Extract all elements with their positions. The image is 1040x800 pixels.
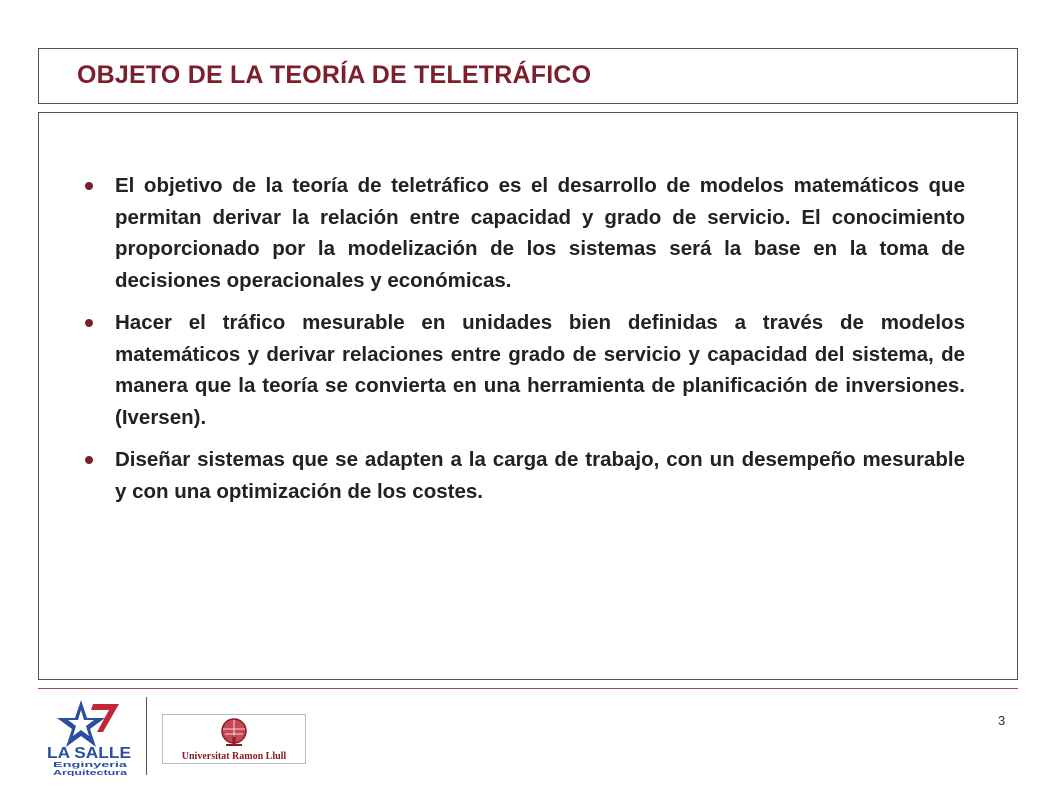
- content-box: [38, 112, 1018, 680]
- bullet-list: [85, 170, 965, 518]
- bullet-text: El objetivo de la teoría de teletráfico es el desarrollo de modelos matemáticos que permitan derivar la relación entre capacidad y grado de servicio. El conocimiento proporcionado por la modelización de los sistemas será la base en la toma de decisiones operacionales y económicas.: [115, 174, 965, 292]
- url-logo-name: Universitat Ramon Llull: [181, 751, 287, 762]
- slide-title: OBJETO DE LA TEORÍA DE TELETRÁFICO: [77, 61, 592, 89]
- bullet-dot-icon: [85, 319, 93, 327]
- logo-divider: [146, 697, 147, 775]
- bullet-dot-icon: [85, 182, 93, 190]
- bullet-item: [85, 307, 965, 433]
- url-logo: [162, 714, 306, 764]
- bullet-text: Diseñar sistemas que se adapten a la carga de trabajo, con un desempeño mesurable y con una optimización de los costes.: [115, 448, 965, 503]
- lasalle-logo-name: LA SALLE: [47, 745, 132, 762]
- bullet-item: [85, 444, 965, 507]
- bullet-item: [85, 170, 965, 296]
- bullet-text: Hacer el tráfico mesurable en unidades bien definidas a través de modelos matemáticos y derivar relaciones entre grado de servicio y capacidad del sistema, de manera que la teoría se convierta en una herramienta de planificación de inversiones. (Iversen).: [115, 311, 965, 429]
- tree-emblem-icon: [163, 715, 305, 751]
- title-box: [38, 48, 1018, 104]
- lasalle-logo-line1: Enginyeria: [53, 762, 128, 769]
- bullet-dot-icon: [85, 456, 93, 464]
- lasalle-logo-line2: Arquitectura: [53, 770, 128, 776]
- lasalle-logo: [47, 694, 135, 776]
- footer-divider: [38, 688, 1018, 689]
- page-number: 3: [998, 713, 1006, 728]
